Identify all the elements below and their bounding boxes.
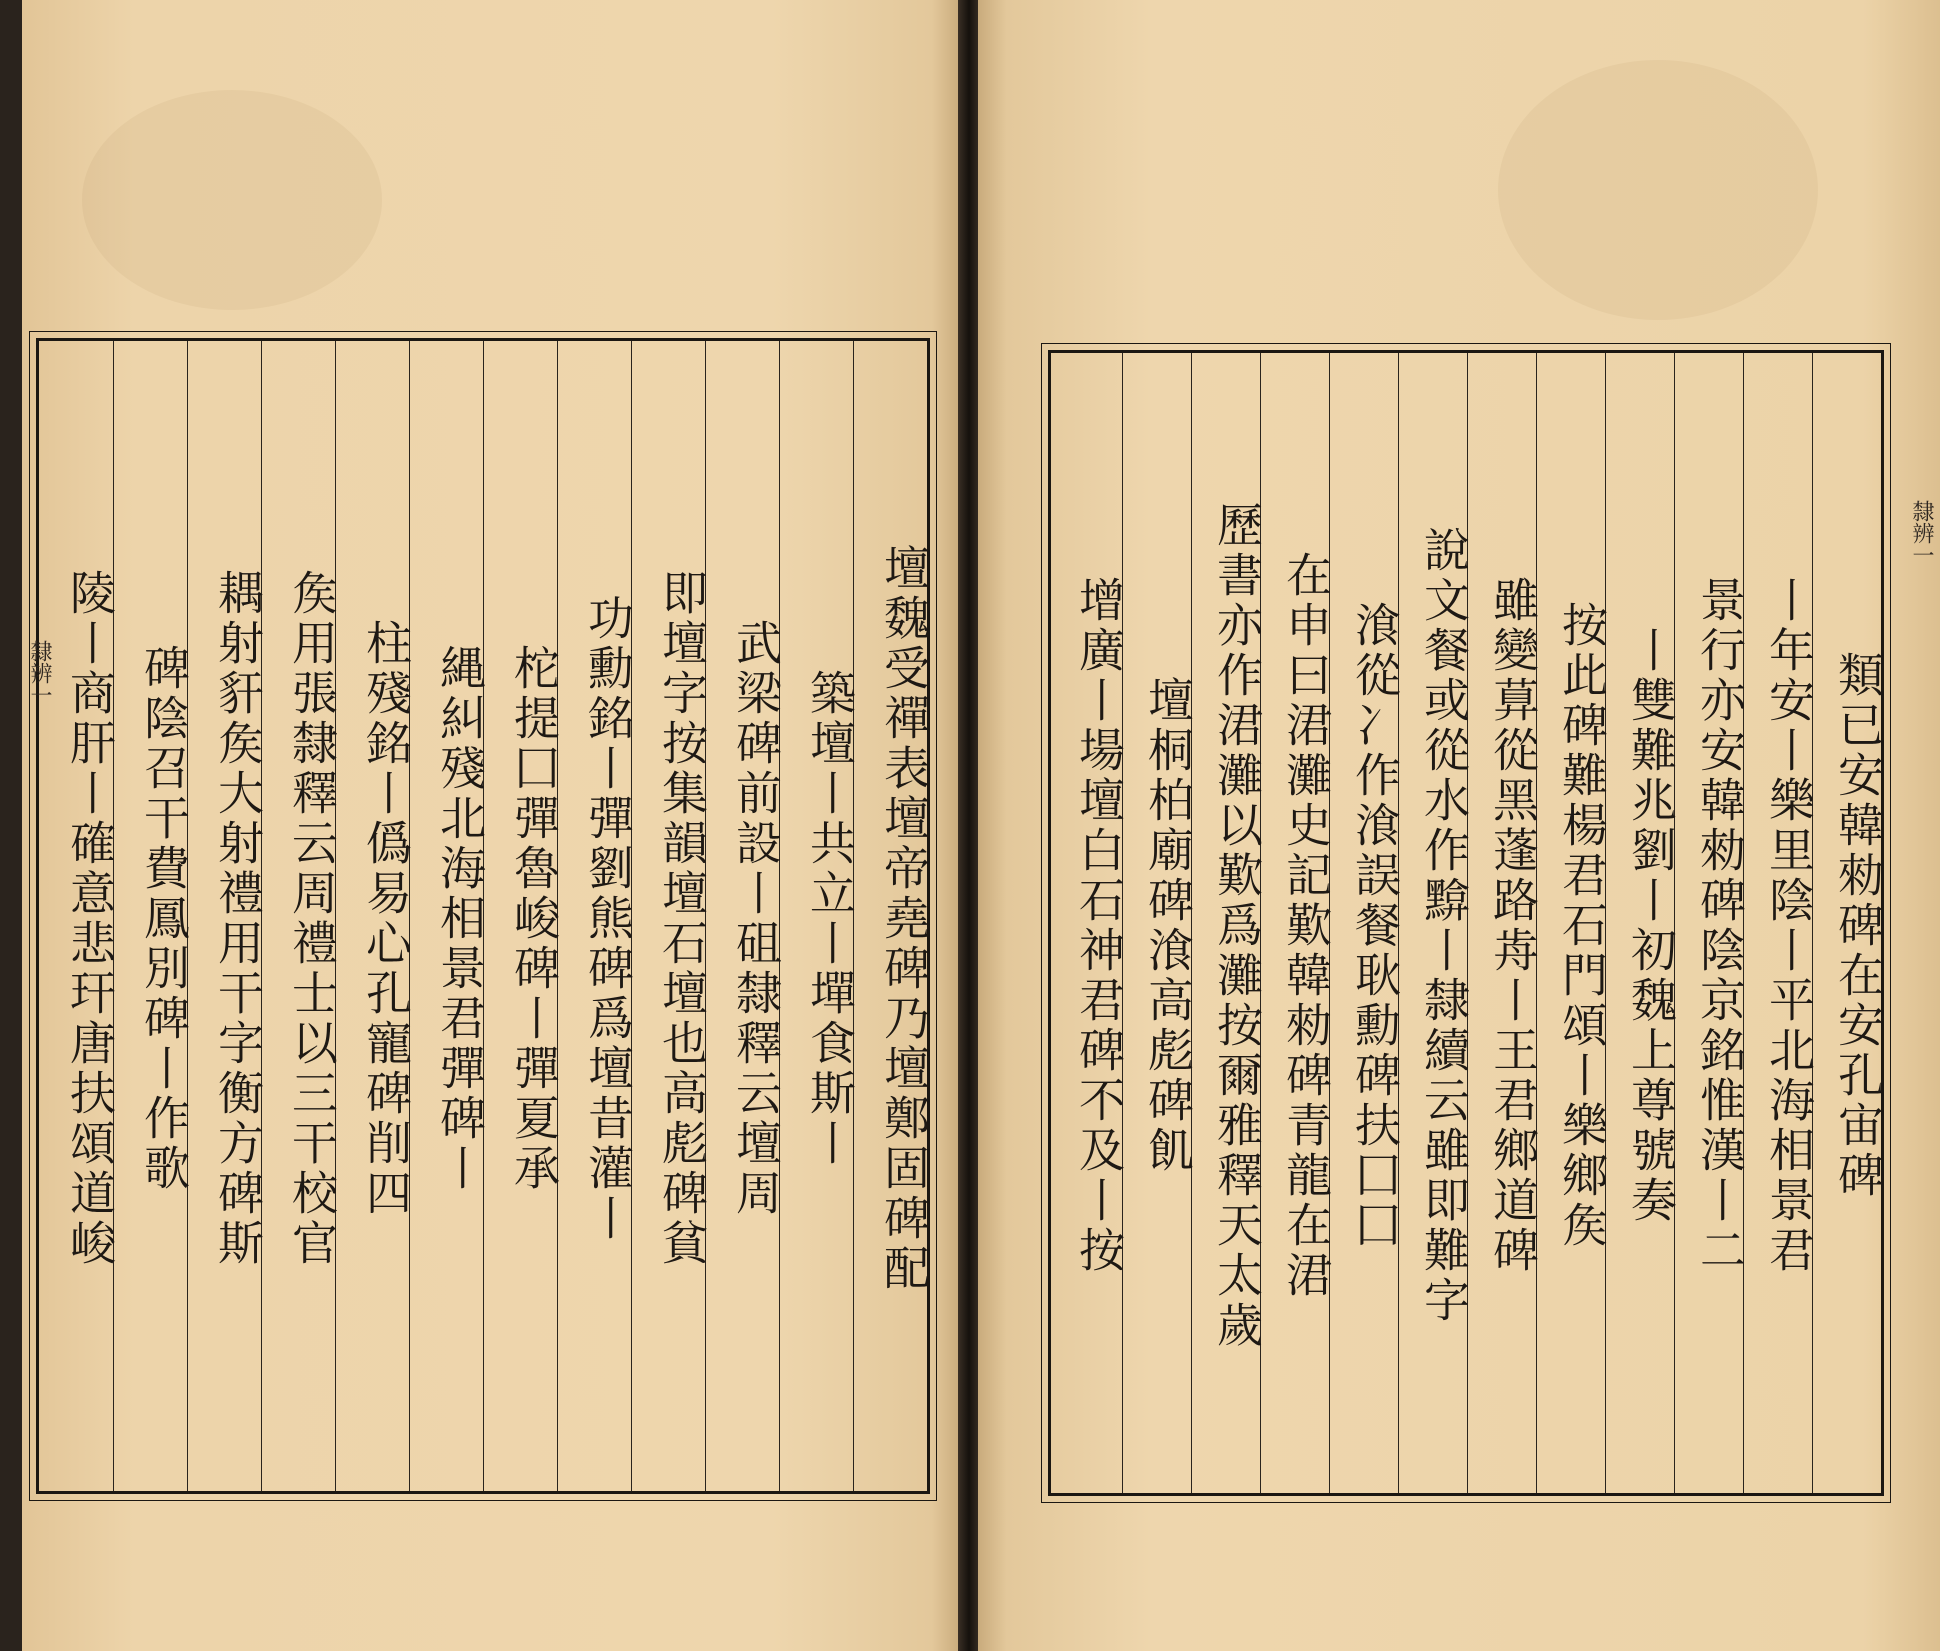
text-column: 增廣丨場壇白石神君碑不及丨按: [1072, 576, 1126, 1276]
right-page: [978, 0, 1940, 1651]
right-text-frame: [1048, 350, 1884, 1496]
text-column: 縄糾殘北海相景君彈碑丨: [409, 341, 483, 1491]
text-column: 景行亦安韓勑碑陰京銘惟漢丨二: [1674, 353, 1743, 1493]
text-column: 耦射豻矦大射禮用干字衡方碑斯: [187, 341, 261, 1491]
text-column: 在申曰涒灘史記歎韓勑碑青龍在涒: [1260, 353, 1329, 1493]
text-column: 類已安韓勑碑在安孔宙碑: [1812, 353, 1881, 1493]
left-page: [22, 0, 960, 1651]
text-column: 丨年安丨樂里陰丨平北海相景君: [1743, 353, 1812, 1493]
left-text-frame: [36, 338, 930, 1494]
text-column: 雖變萛從黑蓬路歬丨王君鄉道碑: [1467, 353, 1536, 1493]
text-column: 柱殘銘丨僞易心孔寵碑削四: [335, 341, 409, 1491]
fold-label: 隸辨一: [1909, 500, 1934, 566]
text-column: 築壇丨共立丨墠食斯丨: [779, 341, 853, 1491]
text-column: 壇桐柏廟碑湌高彪碑飢: [1122, 353, 1191, 1493]
text-column: 陵丨商肝丨確意悲玕唐扶頌道峻: [63, 569, 117, 1269]
text-column: 即壇字按集韻壇石壇也高彪碑貧: [631, 341, 705, 1491]
book-gutter: [958, 0, 980, 1651]
text-column: 碑陰召干費鳳別碑丨作歌: [113, 341, 187, 1491]
text-column: 柁提囗彈魯峻碑丨彈夏承: [483, 341, 557, 1491]
fold-label: 隸辨一: [27, 640, 52, 706]
text-column: 按此碑難楊君石門頌丨樂鄉矦: [1536, 353, 1605, 1493]
text-column: 說文餐或從水作黭丨隸續云雖即難字: [1398, 353, 1467, 1493]
text-column: 壇魏受禪表壇帝堯碑乃壇鄭固碑配: [853, 341, 927, 1491]
paper-stain: [1498, 60, 1818, 320]
text-column: 歷書亦作涒灘以歎爲灘按爾雅釋天太歲: [1191, 353, 1260, 1493]
text-column: 丨雙難兆劉丨初魏上尊號奏: [1605, 353, 1674, 1493]
text-column: 武梁碑前設丨砠隸釋云壇周: [705, 341, 779, 1491]
text-column: 湌從冫作湌誤餐耿勳碑扶囗囗: [1329, 353, 1398, 1493]
text-column: 矦用張隸釋云周禮士以三干校官: [261, 341, 335, 1491]
text-column: 功勳銘丨彈劉熊碑爲壇昔灌丨: [557, 341, 631, 1491]
paper-stain: [82, 90, 382, 310]
